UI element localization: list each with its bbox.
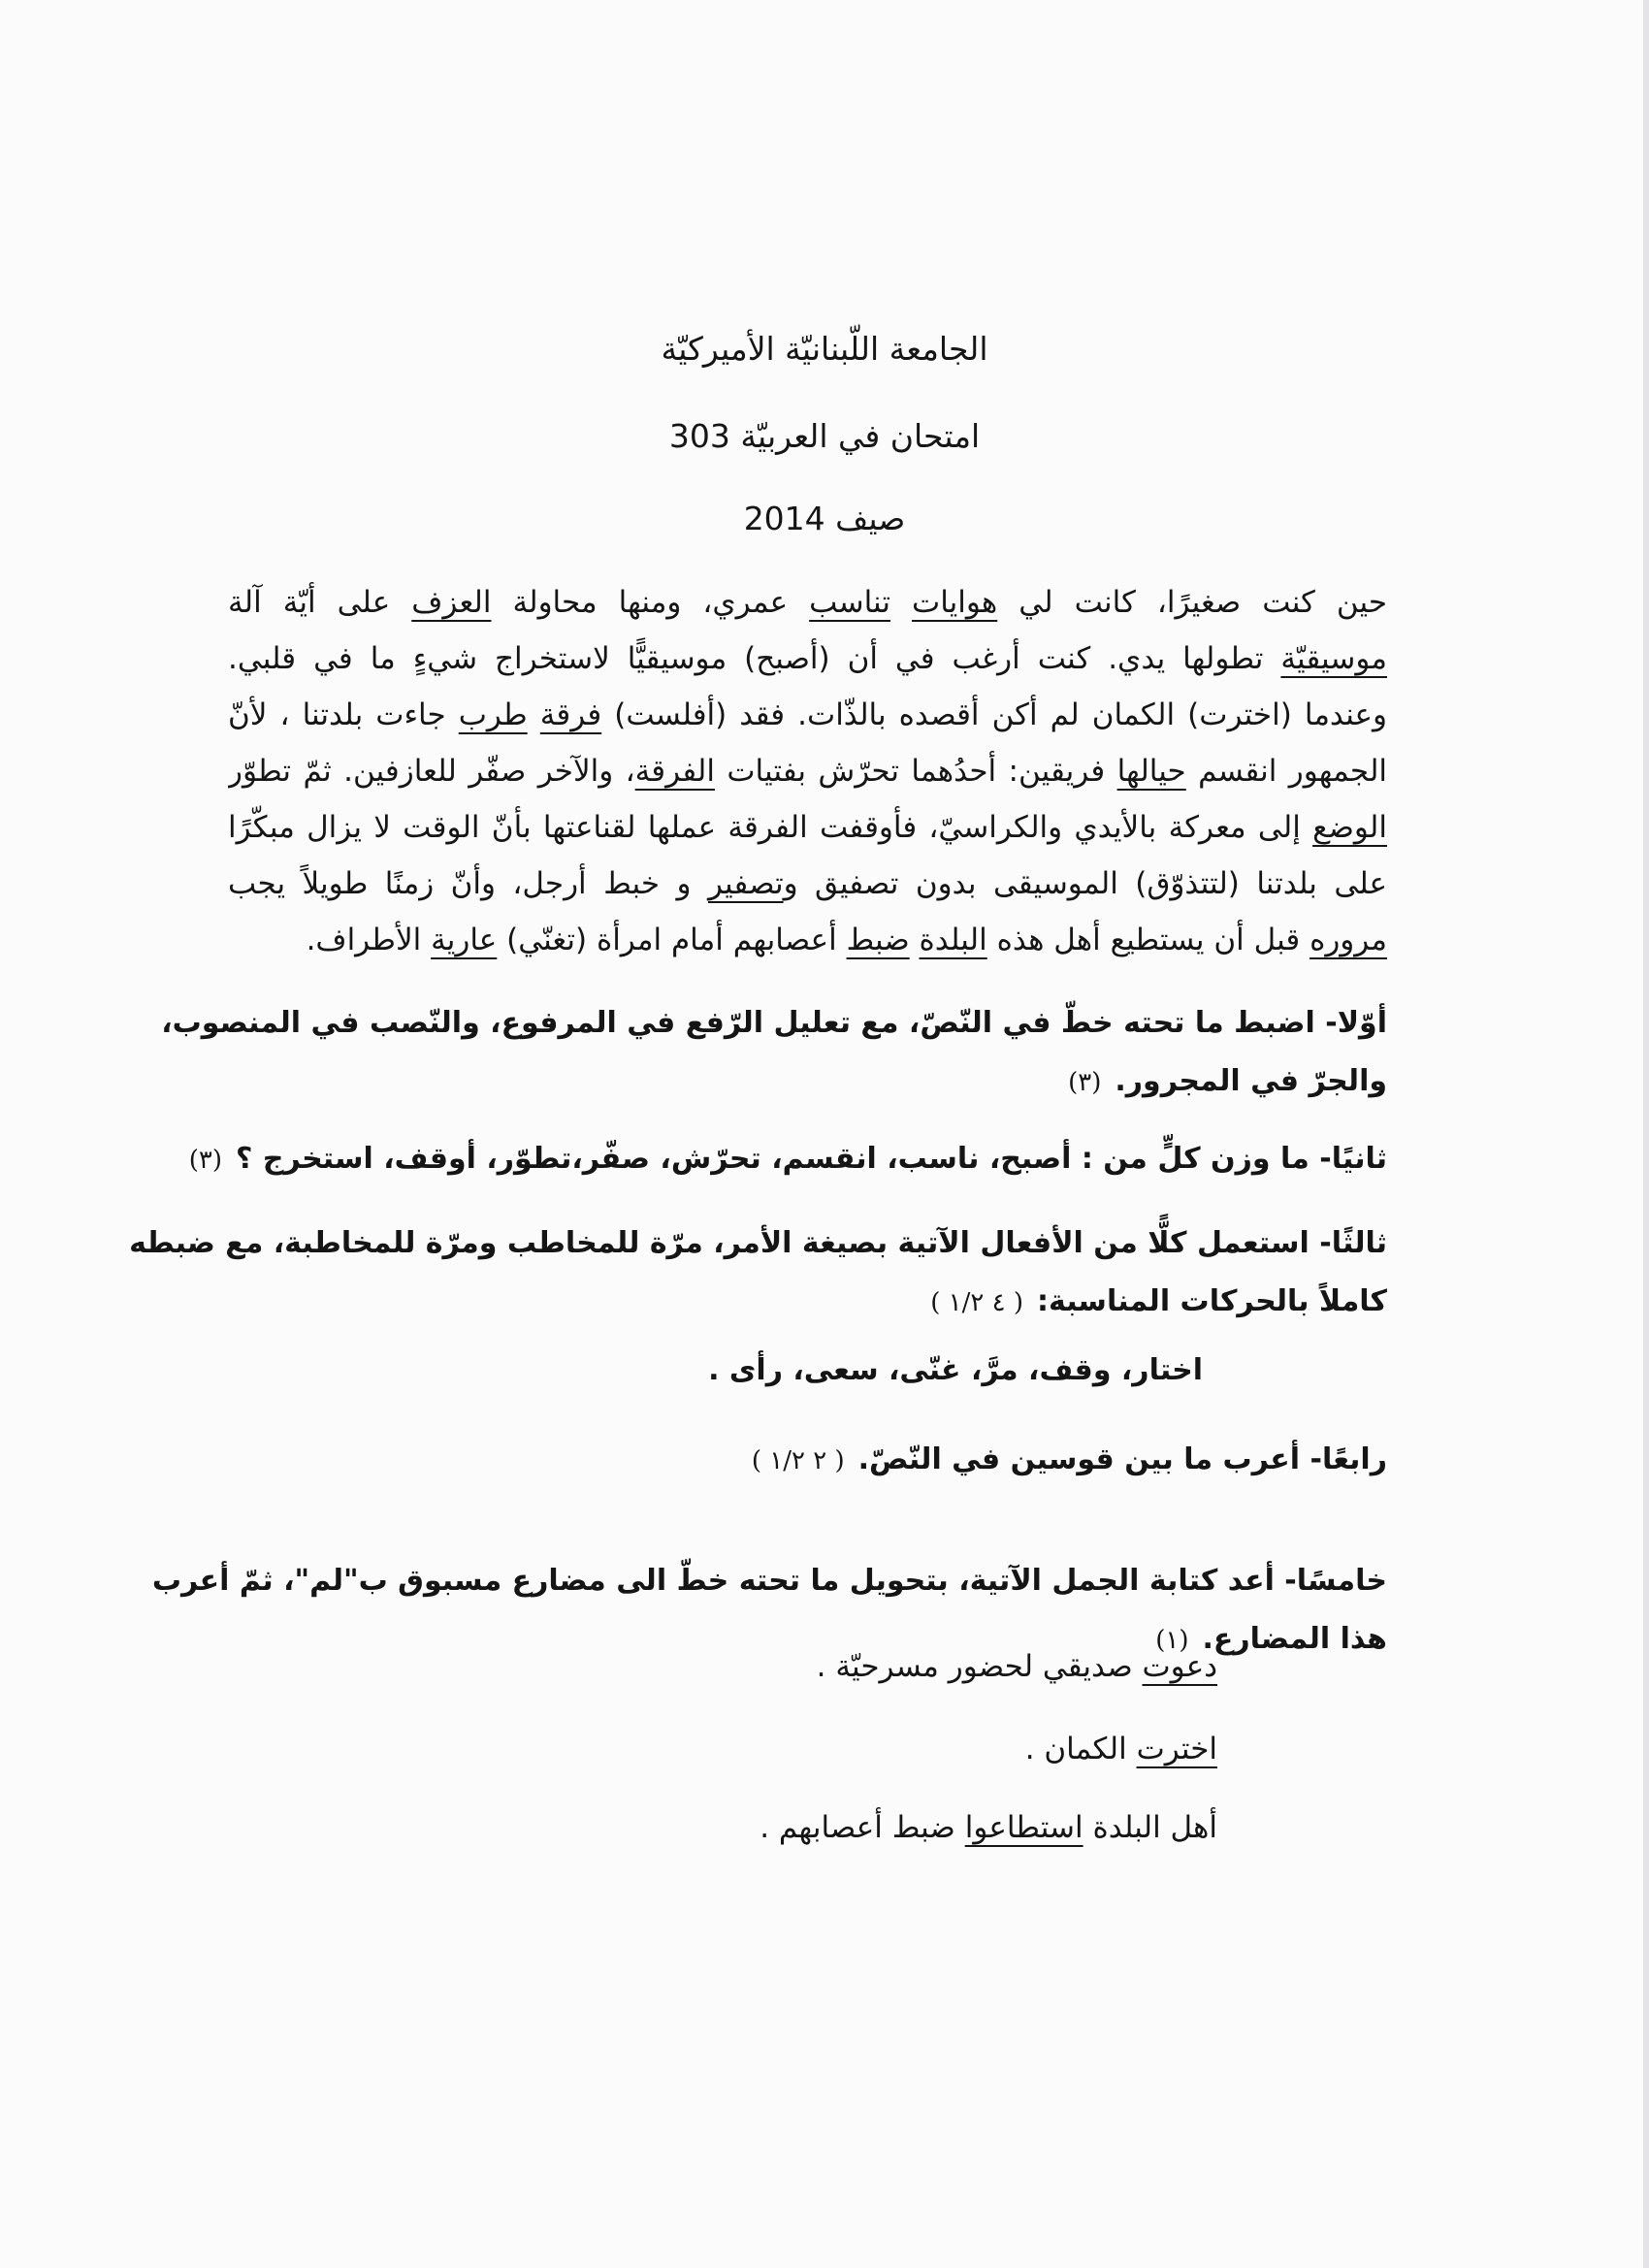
passage-line: على بلدتنا (لتتذوّق) الموسيقى بدون تصفيق وتصفير و خبط أرجل، وأنّ زمنًا طويلاً يجب [228, 866, 1387, 901]
underlined-word: موسيقيّة [1280, 641, 1387, 676]
sentence-3-before: أهل البلدة [1083, 1810, 1217, 1845]
question-3-mark: ( ٤ ١/٢ ) [930, 1288, 1023, 1317]
question-4 [228, 1431, 1387, 1490]
question-4-mark: ( ٢ ١/٢ ) [751, 1446, 845, 1475]
exam-term: صيف 2014 [743, 500, 906, 537]
passage-line: مروره قبل أن يستطيع أهل هذه البلدة ضبط أعصابهم أمام امرأة (تغنّي) عارية الأطراف. [306, 923, 1387, 957]
question-2-line-1 [188, 1130, 1387, 1189]
underlined-word: الفرقة [634, 754, 715, 789]
underlined-word: العزف [411, 585, 492, 620]
university-name: الجامعة اللّبنانيّة الأميركيّة [661, 330, 988, 368]
question-2-text: ثانيًا- ما وزن كلٍّ من : أصبح، ناسب، انقسم، تحرّش، صفّر،تطوّر، أوقف، استخرج ؟ [236, 1142, 1387, 1176]
question-1-text: والجرّ في المجرور. [1115, 1064, 1387, 1098]
underlined-word: حيالها [1116, 754, 1186, 789]
underlined-word: مروره [1310, 923, 1387, 957]
question-3-line-2 [228, 1273, 1387, 1332]
underlined-word: فرقة [539, 697, 602, 732]
underlined-word: تناسب [809, 585, 890, 620]
question-1-mark: (٣) [1068, 1068, 1102, 1097]
question-4-line-1 [228, 1431, 1387, 1490]
question-5-mark: (١) [1155, 1626, 1189, 1655]
question-1 [161, 994, 1387, 1112]
question-5-text: هذا المضارع. [1202, 1622, 1387, 1656]
question-1-line-1: أوّلا- اضبط ما تحته خطّ في النّصّ، مع تعليل الرّفع في المرفوع، والنّصب في المنصوب، [161, 1006, 1387, 1040]
sentence-2-underlined: اخترت [1136, 1732, 1217, 1766]
question-4-text: رابعًا- أعرب ما بين قوسين في النّصّ. [857, 1442, 1387, 1476]
underlined-word: الوضع [1312, 810, 1387, 845]
sentence-2-after: الكمان . [1024, 1732, 1137, 1766]
passage-line: حين كنت صغيرًا، كانت لي هوايات تناسب عمري، ومنها محاولة العزف على أيّة آلة [228, 585, 1387, 620]
underlined-word: طرب [458, 697, 528, 732]
question-5-line-1: خامسًا- أعد كتابة الجمل الآتية، بتحويل ما تحته خطّ الى مضارع مسبوق ب"لم"، ثمّ أعرب [151, 1564, 1387, 1598]
question-1-line-2 [228, 1053, 1387, 1112]
underlined-word: هوايات [912, 585, 998, 620]
sentence-3 [760, 1810, 1217, 1845]
question-2-mark: (٣) [188, 1146, 223, 1175]
underlined-word: تصفير [707, 866, 784, 901]
reading-passage [228, 574, 1387, 968]
passage-line: الوضع إلى معركة بالأيدي والكراسيّ، فأوقفت الفرقة عملها لقناعتها بأنّ الوقت لا يزال مبكّرًا [228, 810, 1387, 845]
underlined-word: البلدة [919, 923, 987, 957]
sentence-1-underlined: دعوت [1142, 1649, 1217, 1684]
passage-line: موسيقيّة تطولها يدي. كنت أرغب في أن (أصبح) موسيقيًّا لاستخراج شيءٍ ما في قلبي. [228, 641, 1387, 676]
sentence-3-underlined: استطاعوا [964, 1810, 1083, 1845]
passage-line: الجمهور انقسم حيالها فريقين: أحدُهما تحرّش بفتيات الفرقة، والآخر صفّر للعازفين. ثمّ تطوّر [228, 754, 1387, 789]
question-2 [188, 1130, 1387, 1189]
sentence-1-after: صديقي لحضور مسرحيّة . [816, 1649, 1143, 1684]
sentence-1 [817, 1649, 1217, 1684]
question-3-verbs: اختار، وقف، مرَّ، غنّى، سعى، رأى . [708, 1353, 1203, 1387]
sentence-2 [1025, 1732, 1217, 1766]
question-3-line-1: ثالثًا- استعمل كلًّا من الأفعال الآتية بصيغة الأمر، مرّة للمخاطب ومرّة للمخاطبة، مع ضبطه [129, 1226, 1387, 1260]
question-3-text: كاملاً بالحركات المناسبة: [1037, 1284, 1387, 1318]
passage-line: وعندما (اخترت) الكمان لم أكن أقصده بالذّات. فقد (أفلست) فرقة طرب جاءت بلدتنا ، لأنّ [228, 697, 1387, 732]
underlined-word: عارية [431, 923, 498, 957]
question-3 [129, 1215, 1387, 1332]
exam-title: امتحان في العربيّة 303 [668, 417, 981, 455]
sentence-3-after: ضبط أعصابهم . [760, 1810, 965, 1845]
underlined-word: ضبط [846, 923, 910, 957]
